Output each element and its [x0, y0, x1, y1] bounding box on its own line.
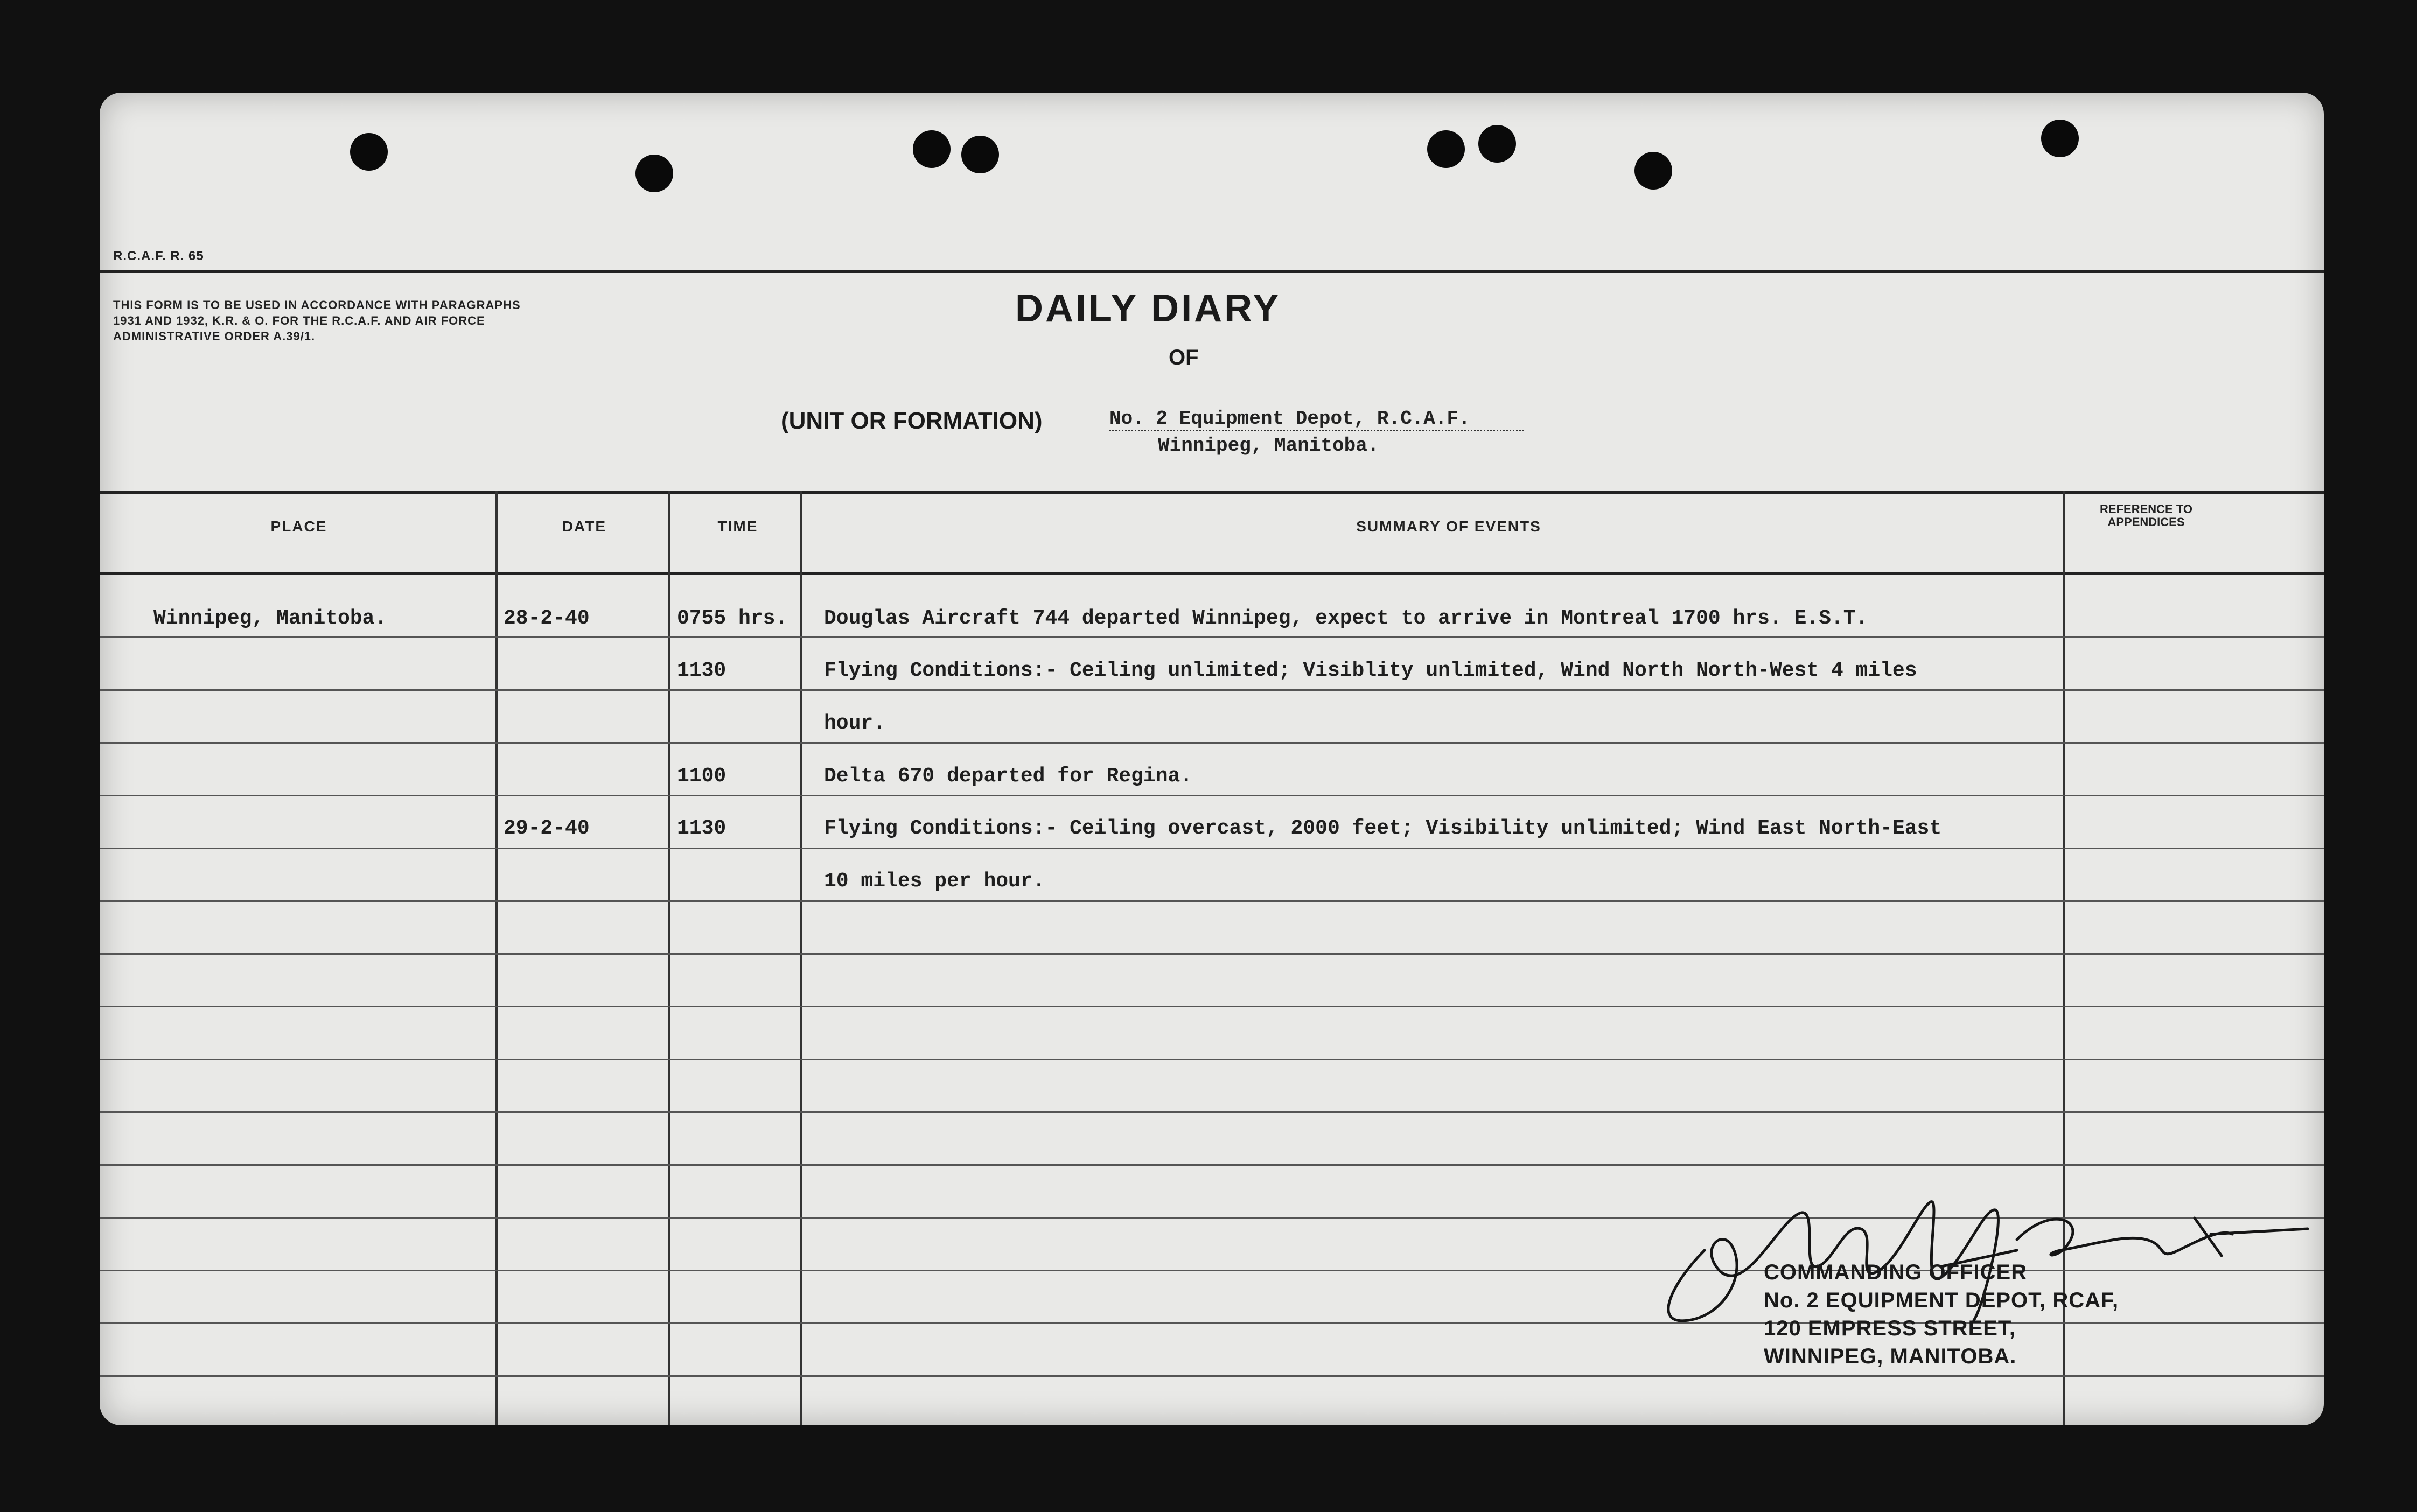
- header-top-rule: [100, 491, 2324, 494]
- commanding-officer-stamp: [1764, 1258, 2119, 1370]
- entry-summary: Flying Conditions:- Ceiling unlimited; Visiblity unlimited, Wind North North-West 4 miles: [824, 659, 1917, 682]
- ruled-line: [100, 636, 2324, 638]
- stamp-line: 120 EMPRESS STREET,: [1764, 1317, 2016, 1340]
- ruled-line: [100, 1006, 2324, 1007]
- header-bottom-rule: [100, 572, 2324, 575]
- punch-hole: [2041, 120, 2079, 157]
- entry-summary: Douglas Aircraft 744 departed Winnipeg, expect to arrive in Montreal 1700 hrs. E.S.T.: [824, 607, 1868, 630]
- column-divider: [495, 491, 498, 1425]
- ruled-line: [100, 742, 2324, 744]
- entry-date: 29-2-40: [504, 817, 590, 840]
- entry-time: 0755 hrs.: [677, 607, 788, 630]
- column-divider: [800, 491, 802, 1425]
- ruled-line: [100, 953, 2324, 955]
- form-number: R.C.A.F. R. 65: [113, 249, 204, 263]
- unit-value-line1: No. 2 Equipment Depot, R.C.A.F.: [1109, 408, 1524, 431]
- punch-hole: [913, 130, 951, 168]
- entry-time: 1130: [677, 659, 727, 682]
- ruled-line: [100, 795, 2324, 796]
- stamp-line: No. 2 EQUIPMENT DEPOT, RCAF,: [1764, 1289, 2119, 1312]
- column-header-place: PLACE: [270, 518, 327, 535]
- page-title: DAILY DIARY: [1015, 287, 1281, 330]
- entry-summary: Flying Conditions:- Ceiling overcast, 2000 feet; Visibility unlimited; Wind East North-East: [824, 817, 1942, 840]
- entry-place: Winnipeg, Manitoba.: [153, 607, 387, 630]
- column-divider: [668, 491, 670, 1425]
- diary-form-card: [100, 93, 2324, 1425]
- punch-hole: [635, 155, 673, 192]
- entry-date: 28-2-40: [504, 607, 590, 630]
- top-rule: [100, 270, 2324, 273]
- ruled-line: [100, 848, 2324, 849]
- entry-summary: 10 miles per hour.: [824, 870, 1045, 893]
- entry-summary: hour.: [824, 712, 886, 735]
- ruled-line: [100, 689, 2324, 691]
- unit-label: (UNIT OR FORMATION): [781, 408, 1043, 434]
- entry-time: 1130: [677, 817, 727, 840]
- ruled-line: [100, 1375, 2324, 1377]
- punch-hole: [1478, 125, 1516, 163]
- column-header-summary: SUMMARY OF EVENTS: [1356, 518, 1541, 535]
- entry-time: 1100: [677, 765, 727, 788]
- punch-hole: [1427, 130, 1465, 168]
- ruled-line: [100, 1059, 2324, 1060]
- punch-hole: [961, 136, 999, 173]
- stamp-line: COMMANDING OFFICER: [1764, 1261, 2028, 1284]
- unit-value-line2: Winnipeg, Manitoba.: [1158, 435, 1379, 457]
- ruled-line: [100, 1111, 2324, 1113]
- column-header-reference: REFERENCE TO APPENDICES: [2100, 502, 2192, 529]
- title-of: OF: [1169, 346, 1199, 369]
- column-header-date: DATE: [562, 518, 607, 535]
- column-header-time: TIME: [717, 518, 758, 535]
- ruled-line: [100, 1164, 2324, 1166]
- stamp-line: WINNIPEG, MANITOBA.: [1764, 1345, 2017, 1368]
- form-instructions: THIS FORM IS TO BE USED IN ACCORDANCE WITH PARAGRAPHS 1931 AND 1932, K.R. & O. FOR THE R.C.A.F. AND AIR FORCE ADMINISTRATIVE ORDER A.39/1.: [113, 298, 521, 343]
- entry-summary: Delta 670 departed for Regina.: [824, 765, 1193, 788]
- punch-hole: [350, 133, 388, 171]
- ruled-line: [100, 900, 2324, 902]
- punch-hole: [1634, 152, 1672, 190]
